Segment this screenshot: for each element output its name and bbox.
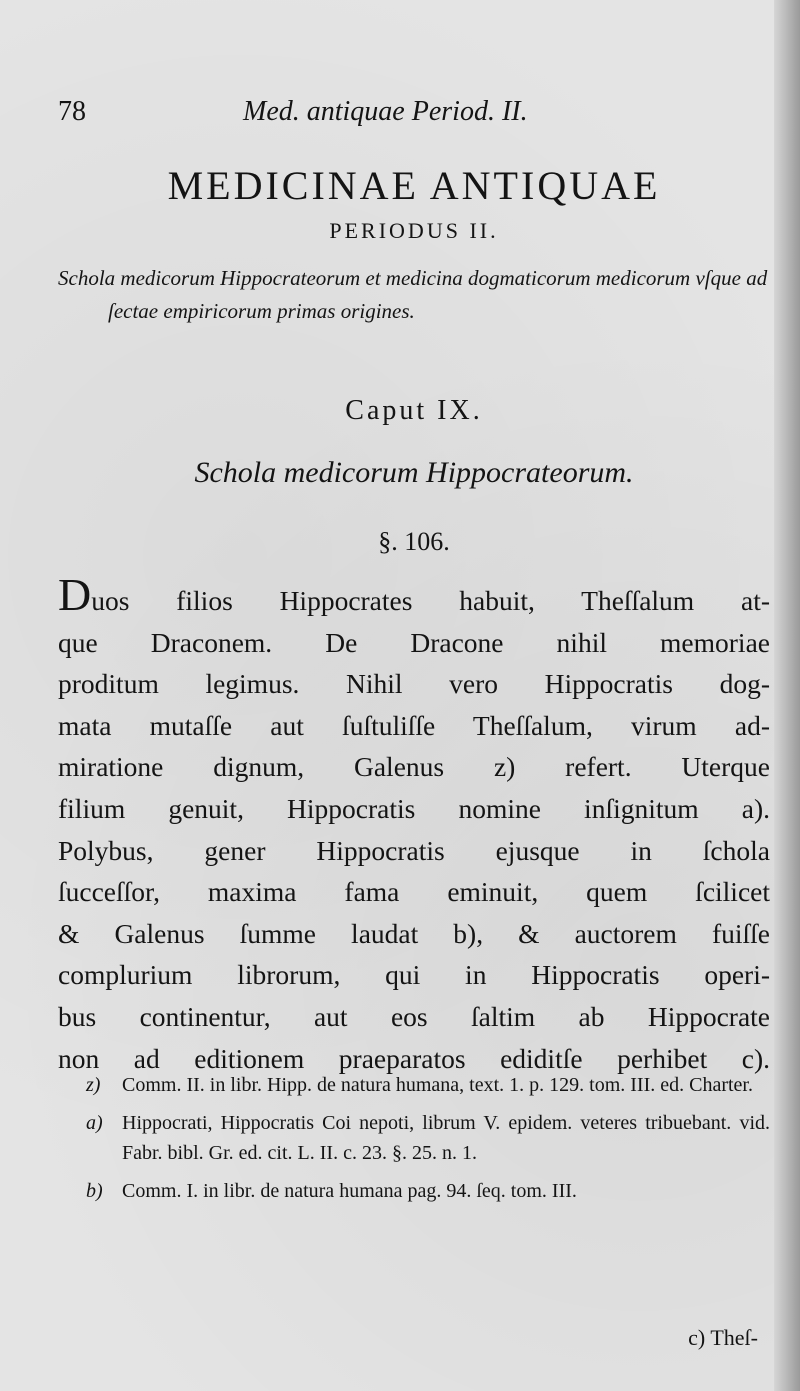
page-edge — [774, 0, 800, 1391]
body-line: mata mutaſſe aut ſuſtuliſſe Theſſalum, virum ad- — [58, 709, 770, 741]
footnote-text: Comm. II. in libr. Hipp. de natura humana, text. 1. p. 129. tom. III. ed. Charter. — [122, 1074, 753, 1096]
body-line: Duos filios Hippocrates habuit, Theſſalum at- — [58, 569, 770, 620]
body-line: miratione dignum, Galenus z) refert. Uterque — [58, 751, 770, 783]
chapter-heading: Caput IX. — [345, 395, 483, 426]
page-title: MEDICINAE ANTIQUAE — [167, 163, 661, 208]
catchword: c) Theſ- — [688, 1325, 758, 1350]
footnote — [58, 1070, 770, 1100]
body-line: Polybus, gener Hippocratis ejusque in ſchola — [58, 834, 770, 866]
running-title: Med. antiquae Period. II. — [243, 96, 528, 127]
body-line: que Draconem. De Dracone nihil memoriae — [58, 626, 770, 658]
section-number: §. 106. — [378, 527, 450, 556]
running-head — [58, 96, 770, 136]
body-line: ſucceſſor, maxima fama eminuit, quem ſcilicet — [58, 876, 770, 908]
footnote-text: Hippocrati, Hippocratis Coi nepoti, librum V. epidem. veteres tribuebant. vid. Fabr. bibl. Gr. ed. cit. L. II. c. 23. §. 25. n. 1. — [122, 1112, 770, 1164]
body-line: complurium librorum, qui in Hippocratis operi- — [58, 959, 770, 991]
body-line: proditum legimus. Nihil vero Hippocratis dog- — [58, 668, 770, 700]
footnote — [58, 1176, 770, 1206]
body-line: & Galenus ſumme laudat b), & auctorem fuiſſe — [58, 917, 770, 949]
chapter-subheading: Schola medicorum Hippocrateorum. — [194, 456, 634, 489]
footnote-mark: b) — [86, 1180, 103, 1202]
body-line: filium genuit, Hippocratis nomine inſignitum a). — [58, 792, 770, 824]
footnote-text: Comm. I. in libr. de natura humana pag. 94. ſeq. tom. III. — [122, 1180, 577, 1202]
footnote-mark: z) — [86, 1074, 101, 1096]
footnote-mark: a) — [86, 1112, 103, 1134]
page-number: 78 — [58, 96, 86, 127]
period-summary: Schola medicorum Hippocrateorum et medicina dogmaticorum medicorum vſque ad ſectae empiricorum primas origines. — [58, 266, 768, 323]
drop-cap: D — [58, 569, 92, 620]
footnotes — [58, 1070, 770, 1214]
body-text — [58, 569, 770, 1079]
footnote — [58, 1108, 770, 1168]
body-line: bus continentur, aut eos ſaltim ab Hippocrate — [58, 1000, 770, 1032]
period-subtitle: PERIODUS II. — [329, 218, 499, 243]
body-line: non ad editionem praeparatos ediditſe perhibet c). — [58, 1042, 770, 1074]
